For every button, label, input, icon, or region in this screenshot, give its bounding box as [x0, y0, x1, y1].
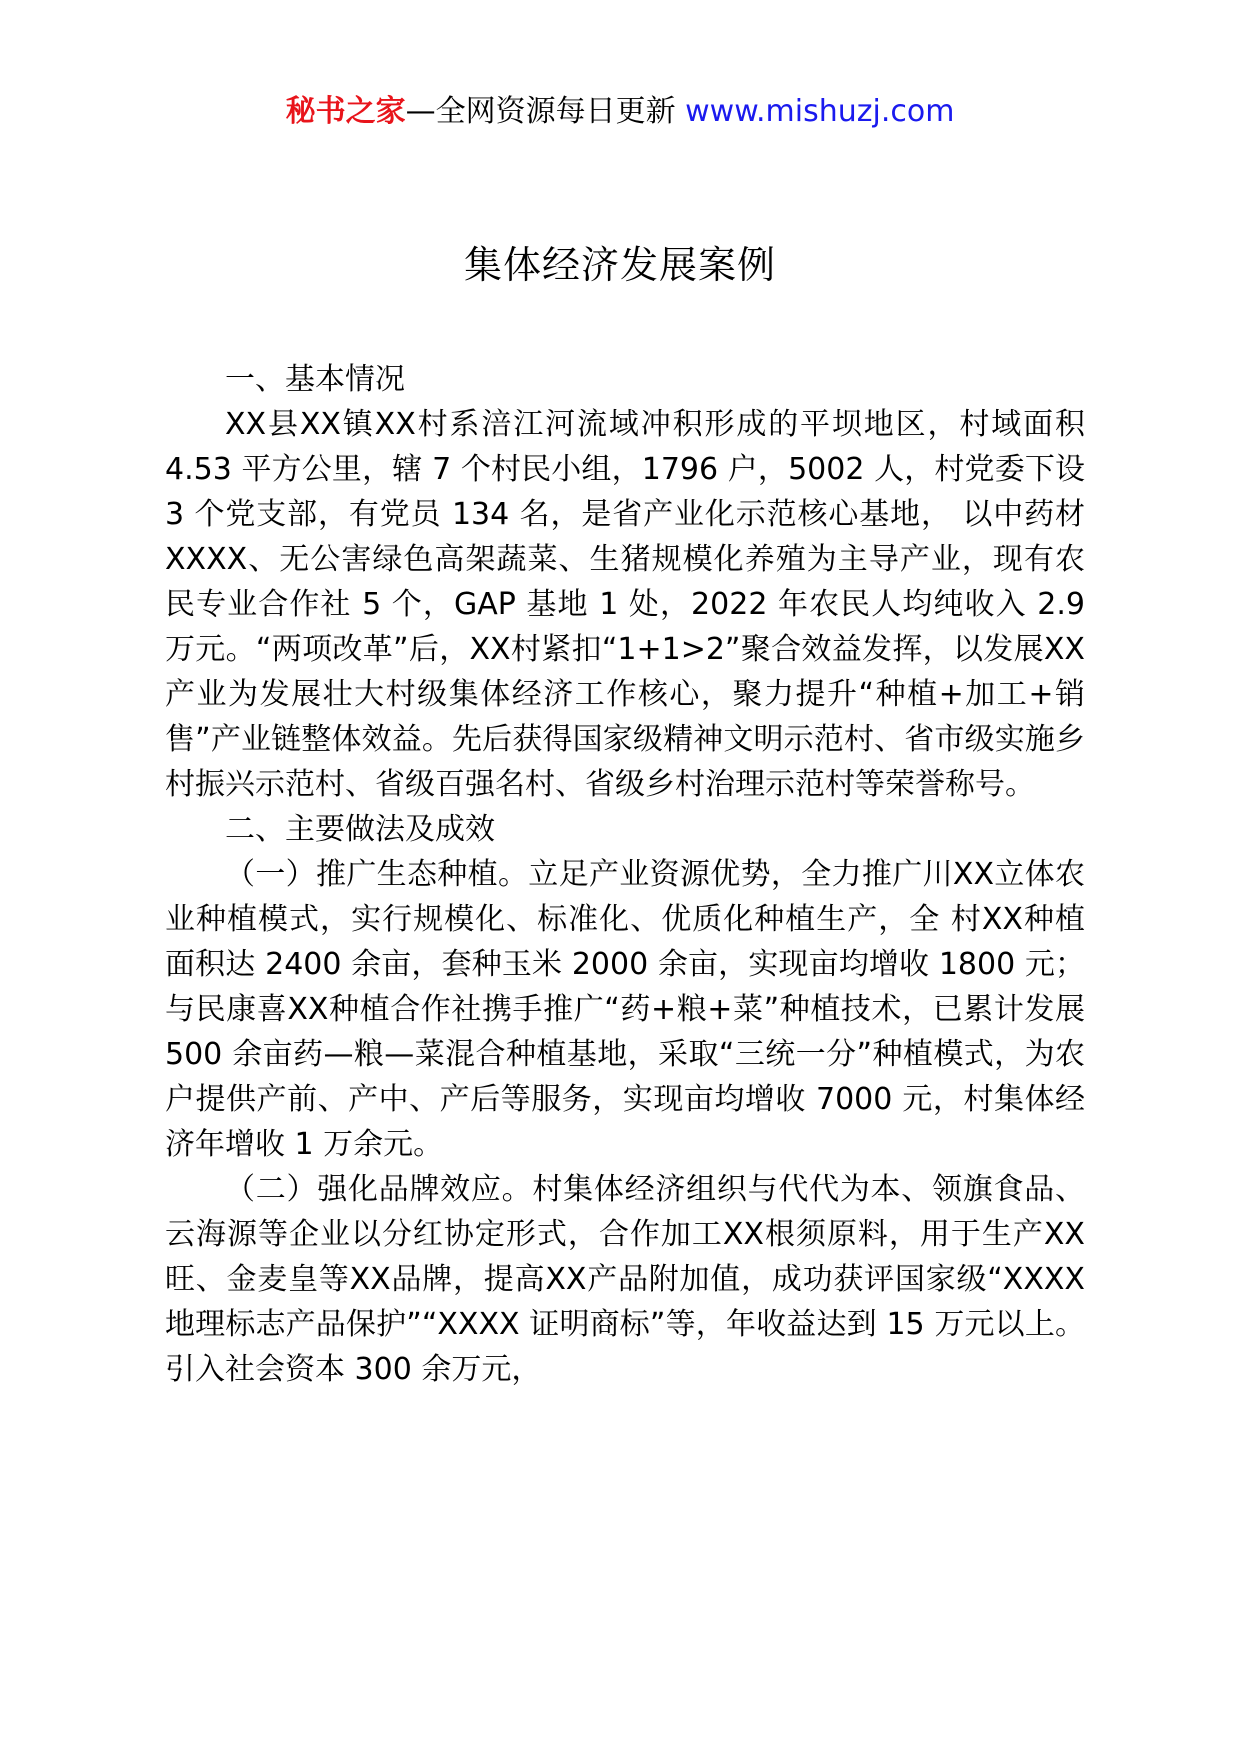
document-body — [165, 357, 1085, 1392]
site-url-link[interactable]: www.mishuzj.com — [685, 94, 955, 129]
paragraph-basic-situation: XX县XX镇XX村系涪江河流域冲积形成的平坝地区，村域面积 4.53 平方公里，辖 7 个村民小组，1796 户，5002 人，村党委下设 3 个党支部，有党员 134 名，是省产业化示范核心基地， 以中药材XXXX、无公害绿色高架蔬菜、生猪规模化养殖为主导产业，现有农民专业合作社 5 个，GAP 基地 1 处，2022 年农民人均纯收入 2.9 万元。“两项改革”后，XX村紧扣“1+1>2”聚合效益发挥，以发展XX产业为发展壮大村级集体经济工作核心，聚力提升“种植+加工+销售”产业链整体效益。先后获得国家级精神文明示范村、省市级实施乡村振兴示范村、省级百强名村、省级乡村治理示范村等荣誉称号。 — [165, 407, 1085, 802]
paragraph-ecological-planting: （一）推广生态种植。立足产业资源优势，全力推广川XX立体农业种植模式，实行规模化、标准化、优质化种植生产，全 村XX种植面积达 2400 余亩，套种玉米 2000 余亩，实现亩均增收 1800 元；与民康喜XX种植合作社携手推广“药+粮+菜”种植技术，已累计发展 500 余亩药—粮—菜混合种植基地，采取“三统一分”种植模式，为农户提供产前、产中、产后等服务，实现亩均增收 7000 元，村集体经济年增收 1 万余元。 — [165, 857, 1085, 1162]
section-heading-basic-situation: 一、基本情况 — [225, 362, 405, 397]
paragraph-brand-effect: （二）强化品牌效应。村集体经济组织与代代为本、领旗食品、云海源等企业以分红协定形式，合作加工XX根须原料，用于生产XX旺、金麦皇等XX品牌，提高XX产品附加值，成功获评国家级“XXXX 地理标志产品保护”“XXXX 证明商标”等，年收益达到 15 万元以上。引入社会资本 300 余万元， — [165, 1172, 1085, 1387]
site-brand: 秘书之家 — [285, 94, 406, 129]
site-tagline: —全网资源每日更新 — [405, 94, 676, 129]
site-header — [0, 92, 1240, 132]
section-heading-main-practices: 二、主要做法及成效 — [225, 812, 495, 847]
document-title: 集体经济发展案例 — [463, 243, 776, 287]
